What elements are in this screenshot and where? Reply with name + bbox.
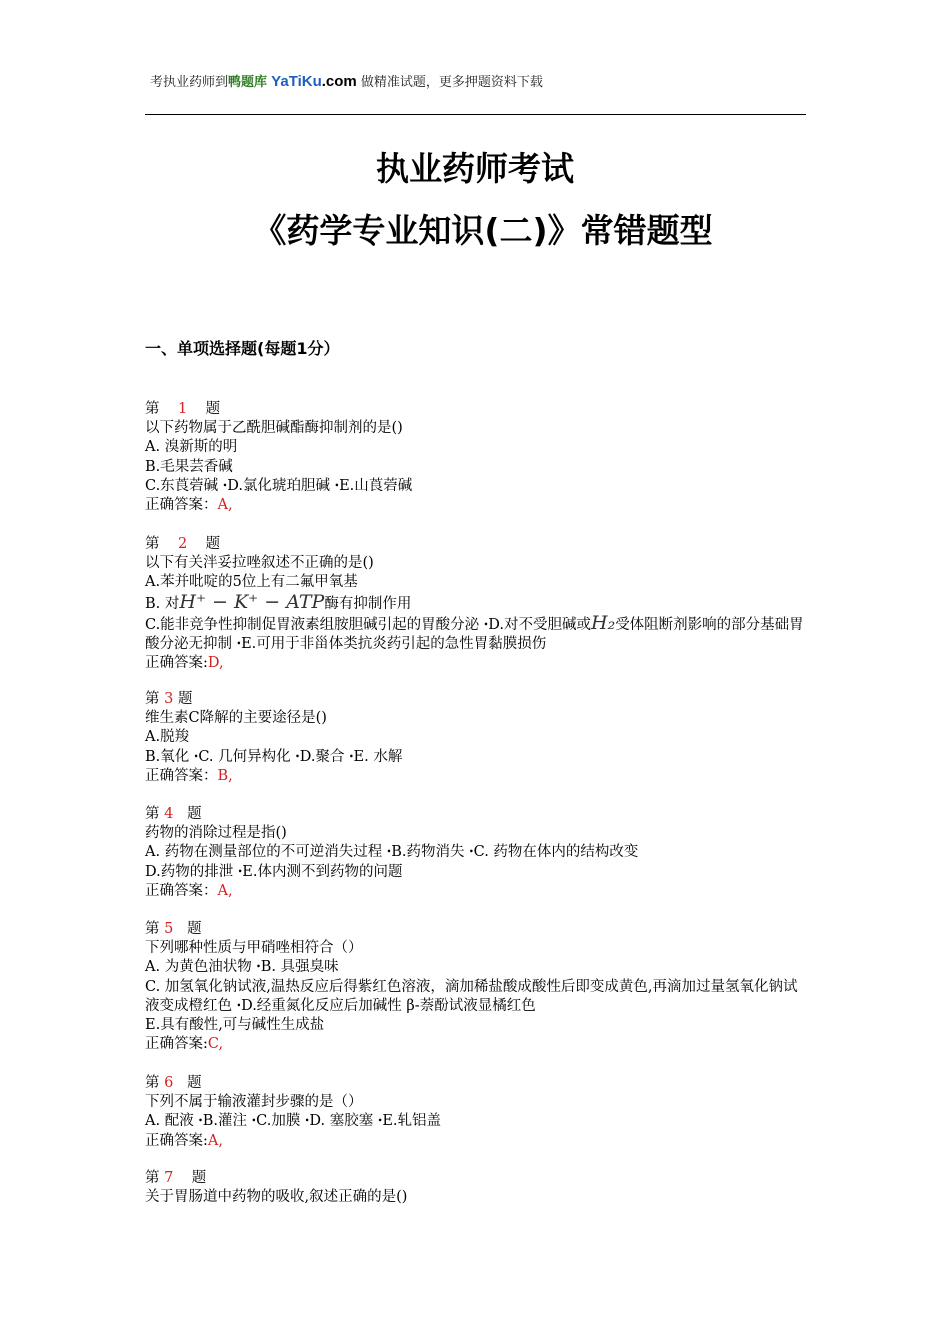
question-label-suffix: 题 <box>187 921 202 937</box>
question-stem: 维生素C降解的主要途径是() <box>145 710 327 727</box>
option-line: A. 药物在测量部位的不可逆消失过程 ꞏB.药物消失 ꞏC. 药物在体内的结构改变 <box>145 844 639 861</box>
question-label <box>145 805 810 824</box>
option-text: C.能非竞争性抑制促胃液素组胺胆碱引起的胃酸分泌 ꞏD.对不受胆碱或 <box>145 616 591 633</box>
option-line: B.氧化 ꞏC. 几何异构化 ꞏD.聚合 ꞏE. 水解 <box>145 748 403 765</box>
answer-label: 正确答案： <box>145 767 218 784</box>
question-label <box>145 1074 810 1093</box>
question-label-suffix: 题 <box>187 806 202 822</box>
answer-value: B, <box>217 767 233 784</box>
header-suffix: 做精准试题，更多押题资料下载 <box>360 75 543 90</box>
question-label <box>145 535 810 554</box>
question-label-suffix: 题 <box>205 401 221 417</box>
question-label-prefix: 第 <box>145 1170 160 1186</box>
answer-line <box>145 882 810 901</box>
question-number: 2 <box>177 536 188 552</box>
option-line <box>145 611 810 654</box>
question-number: 4 <box>164 806 174 822</box>
question-number: 6 <box>164 1075 174 1091</box>
answer-value: A, <box>217 497 233 514</box>
brand-domain[interactable]: .com <box>321 73 357 90</box>
question-label <box>145 920 810 939</box>
brand-name-cn[interactable]: 鸭题库 <box>228 75 268 90</box>
answer-value: C, <box>207 1036 224 1053</box>
question-number: 7 <box>164 1170 174 1186</box>
question-number: 1 <box>177 401 188 417</box>
option-line: A.脱羧 <box>145 729 190 746</box>
question-6 <box>145 1074 810 1151</box>
question-stem: 关于胃肠道中药物的吸收,叙述正确的是() <box>145 1189 408 1206</box>
question-2 <box>145 535 810 673</box>
answer-line <box>145 1132 810 1151</box>
question-label <box>145 400 810 419</box>
option-line: C. 加氢氧化钠试液,温热反应后得紫红色溶液，滴加稀盐酸成酸性后即变成黄色,再滴加过量氢氧化钠试液变成橙红色 ꞏD.经重氮化反应后加碱性 β-萘酚试液显橘红色 <box>145 978 798 1014</box>
question-label-suffix: 题 <box>205 536 221 552</box>
section-heading: 一、单项选择题(每题1分） <box>145 339 340 358</box>
page-title-line1: 执业药师考试 <box>376 149 574 188</box>
option-text: 酶有抑制作用 <box>324 595 412 612</box>
option-line: E.具有酸性,可与碱性生成盐 <box>145 1017 325 1034</box>
answer-line <box>145 767 810 786</box>
question-stem: 药物的消除过程是指() <box>145 825 287 842</box>
question-label-prefix: 第 <box>145 536 160 552</box>
option-line <box>145 590 810 614</box>
question-number: 5 <box>164 921 174 937</box>
header-prefix: 考执业药师到 <box>150 75 229 90</box>
option-line: A. 为黄色油状物 ꞏB. 具强臭味 <box>145 959 339 976</box>
question-label-suffix: 题 <box>191 1170 207 1186</box>
option-text: B. 对 <box>145 595 180 612</box>
formula-h-k-atp: H⁺ − K⁺ − ATP <box>179 590 325 613</box>
answer-label: 正确答案： <box>145 497 218 514</box>
question-7 <box>145 1169 810 1207</box>
question-label-prefix: 第 <box>145 1075 160 1091</box>
question-stem: 以下药物属于乙酰胆碱酯酶抑制剂的是() <box>145 420 403 437</box>
question-1 <box>145 400 810 515</box>
option-line: B.毛果芸香碱 <box>145 458 233 475</box>
question-5 <box>145 920 810 1054</box>
option-line: C.东莨菪碱 ꞏD.氯化琥珀胆碱 ꞏE.山莨菪碱 <box>145 477 413 494</box>
answer-value: A, <box>207 1132 223 1149</box>
question-stem: 下列哪种性质与甲硝唑相符合（） <box>145 940 363 957</box>
answer-label: 正确答案: <box>145 655 208 672</box>
question-label-prefix: 第 <box>145 921 160 937</box>
site-header <box>150 71 543 90</box>
page-title-line2: 《药学专业知识(二)》常错题型 <box>253 211 713 250</box>
question-label <box>145 690 810 709</box>
question-label-prefix: 第 <box>145 691 160 707</box>
answer-label: 正确答案: <box>145 1036 208 1053</box>
question-number: 3 <box>164 691 174 707</box>
answer-line <box>145 1035 810 1054</box>
question-stem: 下列不属于输液灌封步骤的是（） <box>145 1094 363 1111</box>
formula-h2: H₂ <box>591 611 616 634</box>
answer-value: A, <box>217 882 233 899</box>
option-line: A. 配液 ꞏB.灌注 ꞏC.加膜 ꞏD. 塞胶塞 ꞏE.轧铝盖 <box>145 1113 442 1130</box>
question-3 <box>145 690 810 786</box>
answer-label: 正确答案: <box>145 1132 208 1149</box>
header-divider <box>145 114 806 115</box>
question-label-suffix: 题 <box>187 1075 202 1091</box>
question-4 <box>145 805 810 901</box>
question-label-prefix: 第 <box>145 806 160 822</box>
brand-name-en[interactable]: YaTiKu <box>271 73 322 90</box>
option-line: D.药物的排泄 ꞏE.体内测不到药物的问题 <box>145 863 403 880</box>
question-stem: 以下有关泮妥拉唑叙述不正确的是() <box>145 555 374 572</box>
question-label <box>145 1169 810 1188</box>
question-label-prefix: 第 <box>145 401 160 417</box>
answer-label: 正确答案： <box>145 882 218 899</box>
option-text: 受体阻断剂影响的部分基础胃酸分泌无抑制 ꞏE.可用于非甾体类抗炎药引起的急性胃黏膜损伤 <box>145 616 804 653</box>
option-line: A.苯并吡啶的5位上有二氟甲氧基 <box>145 574 358 591</box>
question-label-suffix: 题 <box>177 691 193 707</box>
answer-line <box>145 496 810 515</box>
option-line: A. 溴新斯的明 <box>145 439 238 456</box>
answer-value: D, <box>207 655 224 672</box>
answer-line <box>145 654 810 673</box>
